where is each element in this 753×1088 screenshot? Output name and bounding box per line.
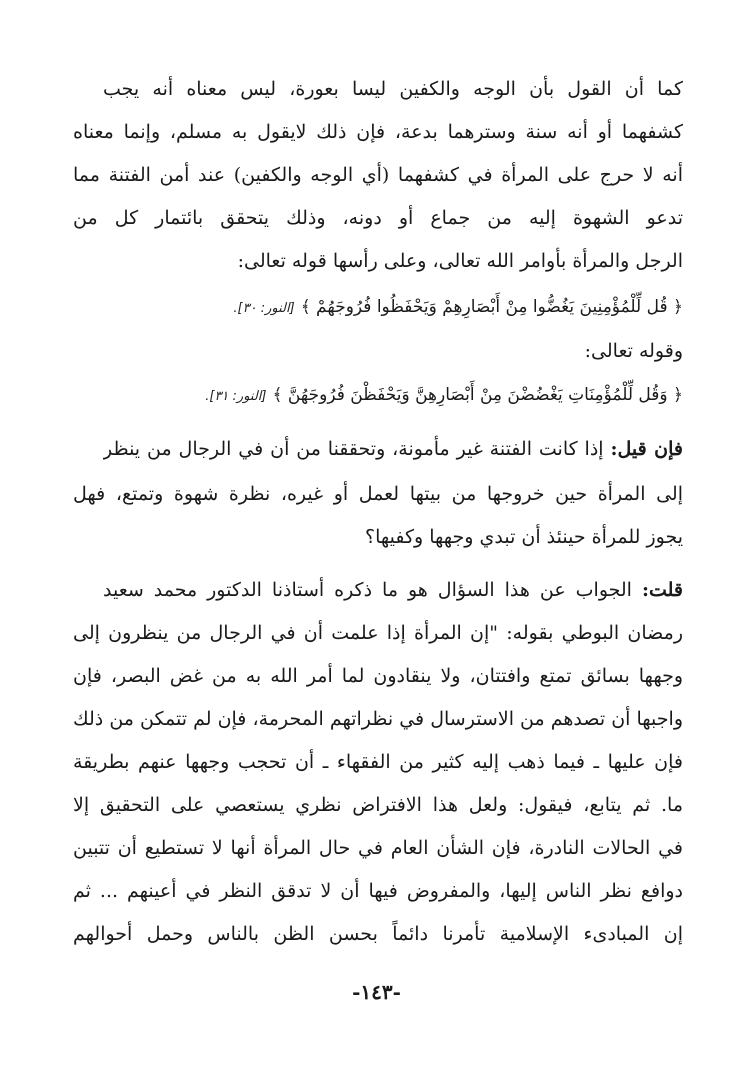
page-number: -١٤٣- bbox=[352, 980, 401, 1004]
verse-text: ﴿ وَقُل لِّلْمُؤْمِنَاتِ يَغْضُضْنَ مِنْ أَبْصَارِهِنَّ وَيَحْفَظْنَ فُرُوجَهُنَّ ﴾ bbox=[272, 385, 683, 405]
verse-text: ﴿ قُل لِّلْمُؤْمِنِينَ يَغُضُّوا مِنْ أَبْصَارِهِمْ وَيَحْفَظُوا فُرُوجَهُمْ ﴾ bbox=[300, 297, 683, 317]
paragraph-line: الرجل والمرأة بأوامر الله تعالى، وعلى رأسها قوله تعالى: bbox=[237, 250, 683, 272]
answer-line: فإن عليها ـ فيما ذهب إليه كثير من الفقهاء ـ أن تحجب وجهها عنهم بطريقة bbox=[73, 751, 683, 773]
paragraph-line: كشفهما أو أنه سنة وسترهما بدعة، فإن ذلك لايقول به مسلم، وإنما معناه bbox=[73, 121, 683, 143]
quran-verse bbox=[63, 378, 683, 412]
verse-reference: [النور: ٣١]. bbox=[205, 389, 267, 404]
answer-line: دوافع نظر الناس إليها، والمفروض فيها أن لا تدقق النظر في أعينهم ... ثم bbox=[73, 880, 683, 902]
answer-label: قلت: bbox=[641, 579, 683, 601]
paragraph-line: تدعو الشهوة إليه من جماع أو دونه، وذلك يتحقق بائتمار كل من bbox=[73, 207, 683, 229]
question-line: يجوز للمرأة حينئذ أن تبدي وجهها وكفيها؟ bbox=[365, 526, 683, 548]
quran-verse bbox=[63, 290, 683, 324]
question-text: إذا كانت الفتنة غير مأمونة، وتحققنا من أن في الرجال من ينظر bbox=[103, 438, 604, 460]
answer-line: واجبها أن تصدهم من الاسترسال في نظراتهم المحرمة، فإن لم تتمكن من ذلك bbox=[73, 708, 683, 730]
answer-line: ما. ثم يتابع، فيقول: ولعل هذا الافتراض نظري يستعصي على التحقيق إلا bbox=[73, 794, 683, 816]
answer-line: وجهها بسائق تمتع وافتتان، ولا ينقادون لما أمر الله به من غض البصر، فإن bbox=[73, 665, 683, 687]
question-line bbox=[103, 432, 683, 466]
verse-reference: [النور: ٣٠]. bbox=[233, 301, 295, 316]
answer-text: الجواب عن هذا السؤال هو ما ذكره أستاذنا الدكتور محمد سعيد bbox=[103, 579, 632, 601]
question-label: فإن قيل: bbox=[610, 438, 683, 460]
paragraph-line: كما أن القول بأن الوجه والكفين ليسا بعورة، ليس معناه أنه يجب bbox=[103, 78, 683, 100]
answer-line: في الحالات النادرة، فإن الشأن العام في حال المرأة أنها لا تستطيع أن تتبين bbox=[73, 837, 683, 859]
answer-line: رمضان البوطي بقوله: "إن المرأة إذا علمت أن في الرجال من ينظرون إلى bbox=[73, 622, 683, 644]
question-line: إلى المرأة حين خروجها من بيتها لعمل أو غيره، نظرة شهوة وتمتع، فهل bbox=[73, 483, 683, 505]
paragraph-line: أنه لا حرج على المرأة في كشفهما (أي الوجه والكفين) عند أمن الفتنة مما bbox=[73, 164, 683, 186]
answer-line bbox=[103, 573, 683, 607]
verse-intro: وقوله تعالى: bbox=[584, 340, 683, 362]
answer-line: إن المبادىء الإسلامية تأمرنا دائماً بحسن الظن بالناس وحمل أحوالهم bbox=[73, 923, 683, 945]
